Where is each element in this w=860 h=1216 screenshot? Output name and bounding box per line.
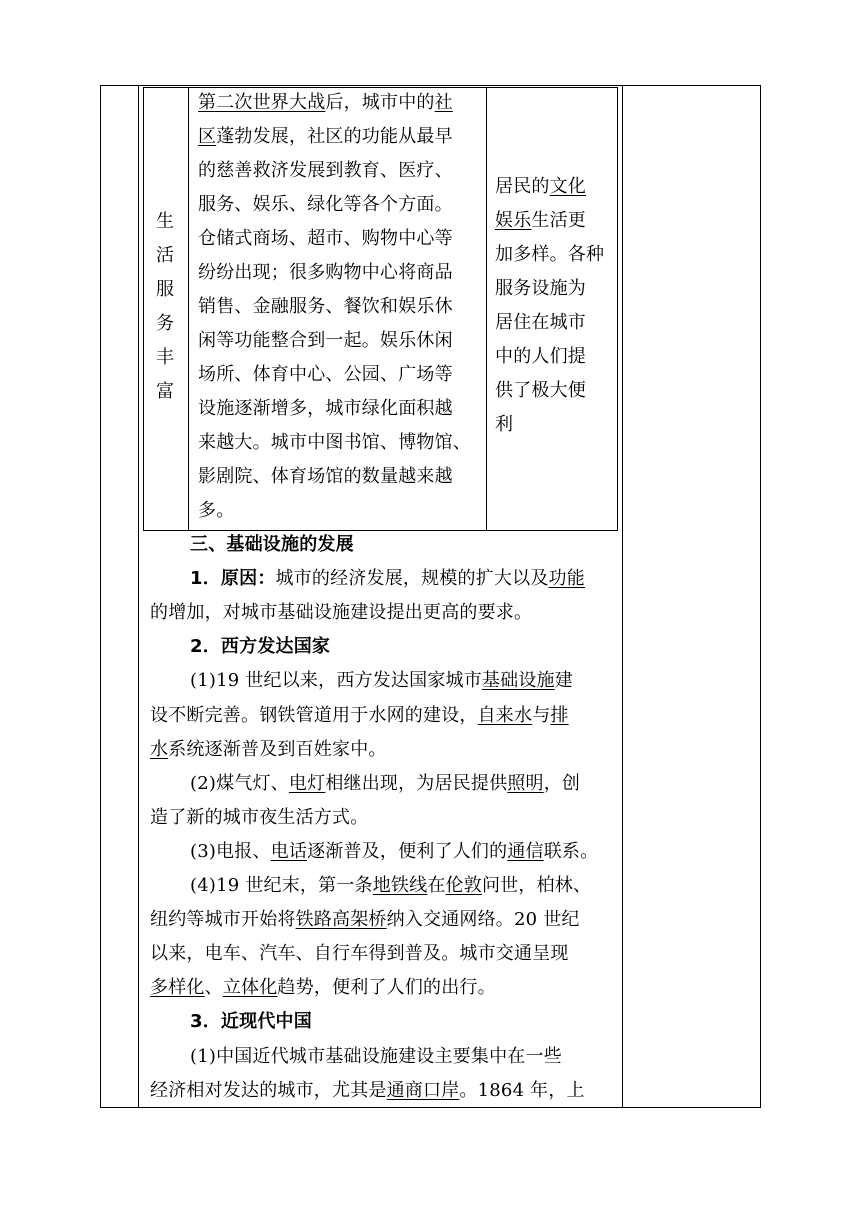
text-run: 纳入交通网络。20 世纪 xyxy=(386,909,580,931)
body-line xyxy=(190,835,598,869)
underlined-keyword: 铁路高架桥 xyxy=(295,909,387,931)
text-run: 供了极大便 xyxy=(495,380,586,401)
body-line xyxy=(190,869,591,903)
text-run: 影剧院、体育场馆的数量越来越 xyxy=(198,466,453,487)
inner-table-right-border xyxy=(617,87,618,531)
underlined-keyword: 基础设施 xyxy=(481,670,555,692)
body-line xyxy=(190,562,585,596)
text-run: (1)19 世纪以来，西方发达国家城市 xyxy=(190,670,482,692)
category-char: 服 xyxy=(156,279,174,300)
text-run: 的慈善救济发展到教育、医疗、 xyxy=(198,160,453,181)
underlined-keyword: 电灯 xyxy=(288,772,326,794)
text-run: (3)电报、 xyxy=(190,840,271,862)
impact-line xyxy=(495,408,513,442)
outer-table-col-divider-1 xyxy=(138,85,139,1108)
text-run: (1)中国近代城市基础设施建设主要集中在一些 xyxy=(190,1045,562,1067)
impact-line xyxy=(495,306,586,340)
impact-line xyxy=(495,170,586,204)
outer-table-col-divider-2 xyxy=(622,85,623,1108)
description-line xyxy=(198,86,453,120)
category-char: 生 xyxy=(156,211,174,232)
impact-line xyxy=(495,204,586,238)
text-run: 、 xyxy=(204,977,223,999)
text-run: 利 xyxy=(495,414,514,435)
body-line xyxy=(150,903,580,937)
body-line xyxy=(150,1074,585,1108)
underlined-keyword: 区 xyxy=(198,126,217,147)
text-run: 销售、金融服务、餐饮和娱乐休 xyxy=(198,296,453,317)
outer-table-right-border xyxy=(760,85,761,1108)
body-line xyxy=(150,937,569,971)
text-run: 服务、娱乐、绿化等各个方面。 xyxy=(198,194,453,215)
category-char: 务 xyxy=(156,313,174,334)
description-line xyxy=(198,426,471,460)
body-line xyxy=(150,733,387,767)
text-run: 的增加，对城市基础设施建设提出更高的要求。 xyxy=(150,602,533,624)
text-run: 仓储式商场、超市、购物中心等 xyxy=(198,228,453,249)
impact-line xyxy=(495,238,604,272)
text-run: 后，城市中的 xyxy=(325,92,435,113)
section-heading xyxy=(190,630,330,664)
body-line xyxy=(150,596,532,630)
inner-table-col-divider-1 xyxy=(188,87,189,531)
text-run: 多。 xyxy=(198,500,235,521)
text-run: 经济相对发达的城市，尤其是 xyxy=(150,1079,387,1101)
description-line xyxy=(198,494,234,528)
text-run: 2．西方发达国家 xyxy=(190,636,331,658)
underlined-keyword: 照明 xyxy=(507,772,544,794)
body-line xyxy=(190,1040,562,1074)
text-run: (2)煤气灯、 xyxy=(190,772,289,794)
underlined-keyword: 排 xyxy=(550,704,569,726)
text-run: 以来，电车、汽车、自行车得到普及。城市交通呈现 xyxy=(150,943,569,965)
category-char: 富 xyxy=(156,381,174,402)
text-run: 问世，柏林、 xyxy=(481,875,592,896)
underlined-keyword: 电话 xyxy=(270,840,308,862)
outer-table-left-border xyxy=(100,85,101,1108)
impact-line xyxy=(495,374,586,408)
underlined-keyword: 通信 xyxy=(507,840,544,862)
text-run: 纷纷出现；很多购物中心将商品 xyxy=(198,262,453,283)
text-run: 居民的 xyxy=(495,176,550,197)
underlined-keyword: 自来水 xyxy=(477,704,533,726)
underlined-keyword: 通商口岸 xyxy=(386,1079,460,1101)
body-line xyxy=(190,767,580,801)
text-run: 闲等功能整合到一起。娱乐休闲 xyxy=(198,330,453,351)
category-char: 丰 xyxy=(156,347,174,368)
underlined-keyword: 多样化 xyxy=(150,977,205,999)
text-run: 城市的经济发展，规模的扩大以及 xyxy=(275,568,549,590)
text-run: 建 xyxy=(554,670,573,692)
text-run: 联系。 xyxy=(543,840,599,862)
underlined-keyword: 文化 xyxy=(549,176,587,197)
underlined-keyword: 伦敦 xyxy=(445,875,482,896)
underlined-keyword: 水 xyxy=(150,738,169,760)
text-run: 在 xyxy=(427,875,446,896)
body-line xyxy=(150,801,368,835)
text-run: 生活更 xyxy=(531,210,587,231)
inner-table-left-border xyxy=(143,87,144,531)
text-run: 设施逐渐增多，城市绿化面积越 xyxy=(198,398,453,419)
description-line xyxy=(198,188,453,222)
description-line xyxy=(198,358,453,392)
category-cell-life-services xyxy=(150,205,180,409)
description-line xyxy=(198,460,453,494)
underlined-keyword: 地铁线 xyxy=(372,875,428,896)
description-line xyxy=(198,222,453,256)
text-run: 服务设施为 xyxy=(495,278,586,299)
inner-table-col-divider-2 xyxy=(486,87,487,531)
underlined-keyword: 娱乐 xyxy=(495,210,532,231)
description-line xyxy=(198,154,453,188)
section-heading xyxy=(190,1005,312,1039)
description-line xyxy=(198,324,453,358)
section-heading xyxy=(190,528,354,562)
text-run: 趋势，便利了人们的出行。 xyxy=(277,977,496,999)
text-run: 与 xyxy=(532,704,551,726)
text-run: 设不断完善。钢铁管道用于水网的建设， xyxy=(150,704,478,726)
text-run: 纽约等城市开始将 xyxy=(150,909,296,931)
impact-line xyxy=(495,272,586,306)
text-run: 系统逐渐普及到百姓家中。 xyxy=(168,738,387,760)
text-run: 居住在城市 xyxy=(495,312,586,333)
text-run: 中的人们提 xyxy=(495,346,586,367)
underlined-keyword: 立体化 xyxy=(222,977,278,999)
text-run: 。1864 年，上 xyxy=(459,1079,585,1101)
underlined-keyword: 功能 xyxy=(548,568,585,590)
underlined-keyword: 第二次世界大战 xyxy=(198,92,326,113)
text-run: 来越大。城市中图书馆、博物馆、 xyxy=(198,432,471,453)
text-run: 加多样。各种 xyxy=(495,244,605,265)
text-run: 1．原因： xyxy=(190,568,276,590)
text-run: 逐渐普及，便利了人们的 xyxy=(307,840,508,862)
category-char: 活 xyxy=(156,245,174,266)
text-run: (4)19 世纪末，第一条 xyxy=(190,875,373,896)
impact-line xyxy=(495,340,586,374)
body-line xyxy=(150,699,569,733)
text-run: 场所、体育中心、公园、广场等 xyxy=(198,364,453,385)
description-line xyxy=(198,392,453,426)
text-run: 三、基础设施的发展 xyxy=(190,534,354,555)
text-run: ，创 xyxy=(543,772,581,794)
description-line xyxy=(198,290,453,324)
description-line xyxy=(198,120,453,154)
text-run: 造了新的城市夜生活方式。 xyxy=(150,806,369,828)
description-line xyxy=(198,256,453,290)
text-run: 相继出现，为居民提供 xyxy=(325,772,508,794)
text-run: 3．近现代中国 xyxy=(190,1011,312,1033)
underlined-keyword: 社 xyxy=(434,92,453,113)
body-line xyxy=(190,664,573,698)
body-line xyxy=(150,971,496,1005)
text-run: 蓬勃发展，社区的功能从最早 xyxy=(216,126,453,147)
